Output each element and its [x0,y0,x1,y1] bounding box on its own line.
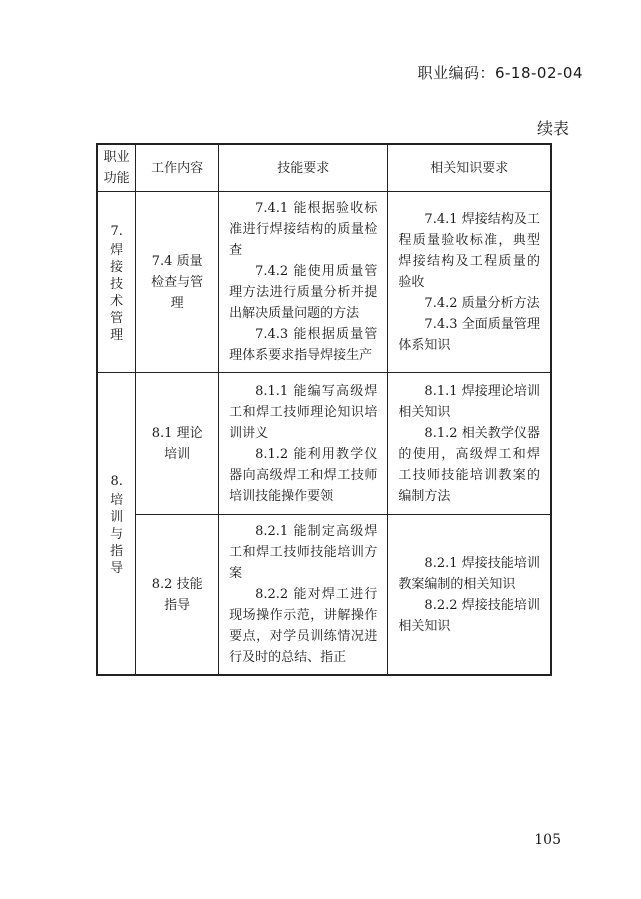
knowledge-item: 8.2.2 焊接技能培训相关知识 [398,597,540,634]
skill-item: 7.4.2 能使用质量管理方法进行质量分析并提出解决质量问题的方法 [229,264,378,321]
continued-table-label: 续表 [536,119,569,138]
table-row [97,192,551,373]
skill-item: 8.1.1 能编写高级焊工和焊工技师理论知识培训讲义 [229,383,378,441]
skill-item: 8.1.2 能利用教学仪器向高级焊工和焊工技师培训技能操作要领 [229,446,378,504]
occupation-code: 职业编码：6-18-02-04 [417,64,583,82]
knowledge-item: 7.4.3 全面质量管理体系知识 [398,316,540,353]
work-content-cell: 7.4 质量检查与管理 [136,192,219,373]
skills-cell [219,373,388,515]
knowledge-cell [388,192,551,373]
knowledge-item: 8.2.1 焊接技能培训教案编制的相关知识 [398,555,540,592]
page-number: 105 [534,832,561,848]
header-knowledge-requirements: 相关知识要求 [388,144,551,192]
work-content-cell: 8.1 理论培训 [136,373,219,515]
function-number: 8. [110,473,123,489]
header-work-content: 工作内容 [136,144,219,192]
skills-cell [219,192,388,373]
knowledge-item: 7.4.2 质量分析方法 [424,295,540,311]
function-name: 焊接技术管理 [110,242,124,343]
table-row [97,515,551,676]
skill-item: 8.2.2 能对焊工进行现场操作示范，讲解操作要点，对学员训练情况进行及时的总结、指正 [229,587,378,665]
skill-item: 8.2.1 能制定高级焊工和焊工技师技能培训方案 [229,524,378,581]
knowledge-item: 7.4.1 焊接结构及工程质量验收标准，典型焊接结构及工程质量的验收 [398,211,540,290]
function-number: 7. [110,223,123,239]
table-row [97,373,551,515]
knowledge-item: 8.1.2 相关教学仪器的使用，高级焊工和焊工技师技能培训教案的编制方法 [398,425,540,504]
function-cell-7 [97,192,136,373]
skill-item: 7.4.3 能根据质量管理体系要求指导焊接生产 [229,327,378,363]
work-content-cell: 8.2 技能指导 [136,515,219,676]
skill-item: 7.4.1 能根据验收标准进行焊接结构的质量检查 [229,201,378,258]
function-name: 培训与指导 [110,492,124,576]
skills-table [96,143,552,676]
knowledge-cell [388,373,551,515]
function-cell-8 [97,373,136,676]
skills-cell [219,515,388,676]
table-header-row [97,144,551,192]
header-function: 职业功能 [97,144,136,192]
knowledge-item: 8.1.1 焊接理论培训相关知识 [398,383,540,420]
header-skill-requirements: 技能要求 [219,144,388,192]
knowledge-cell [388,515,551,676]
